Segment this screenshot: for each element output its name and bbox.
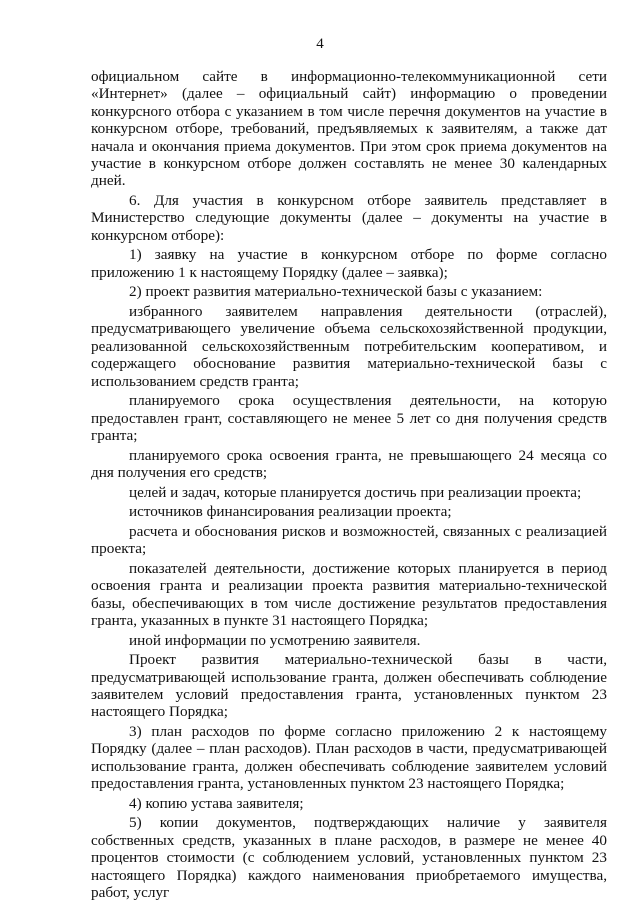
paragraph-subitem-1: 1) заявку на участие в конкурсном отборе по форме согласно приложению 1 к настоящему Порядку (далее – заявка); bbox=[91, 246, 607, 281]
paragraph-goals: целей и задач, которые планируется достичь при реализации проекта; bbox=[129, 483, 582, 501]
paragraph-activity-term: планируемого срока осуществления деятельности, на которую предоставлен грант, составляющего не менее 5 лет со дня получения средств гранта; bbox=[91, 392, 607, 445]
paragraph-subitem-4: 4) копию устава заявителя; bbox=[129, 794, 304, 812]
paragraph-direction: избранного заявителем направления деятельности (отраслей), предусматривающего увеличение объема сельскохозяйственной продукции, реализованной сельскохозяйственным потребительским кооперативом, и содержащего обоснование развития материально-технической базы с использованием средств гранта; bbox=[91, 303, 607, 390]
page-number: 4 bbox=[316, 36, 324, 52]
document-body bbox=[91, 68, 607, 902]
paragraph-subitem-3: 3) план расходов по форме согласно приложению 2 к настоящему Порядку (далее – план расходов). План расходов в части, предусматривающей использование гранта, должен обеспечивать соблюдение заявителем условий предоставления гранта, установленных пунктом 23 настоящего Порядка; bbox=[91, 723, 607, 793]
paragraph-subitem-2: 2) проект развития материально-технической базы с указанием: bbox=[129, 283, 543, 301]
paragraph-indicators: показателей деятельности, достижение которых планируется в период освоения гранта и реализации проекта развития материально-технической базы, обеспечивающих в том числе достижение результатов предоставления гранта, указанных в пункте 31 настоящего Порядка; bbox=[91, 559, 607, 630]
paragraph-other-info: иной информации по усмотрению заявителя. bbox=[129, 631, 421, 649]
paragraph-risks: расчета и обоснования рисков и возможностей, связанных с реализацией проекта; bbox=[91, 522, 607, 558]
paragraph-subitem-5: 5) копии документов, подтверждающих наличие у заявителя собственных средств, указанных в плане расходов, в размере не менее 40 процентов стоимости (с соблюдением условий, установленных пунктом 23 настоящего Порядка) каждого наименования приобретаемого имущества, работ, услуг bbox=[91, 814, 607, 902]
paragraph-intro-continuation: официальном сайте в информационно-телекоммуникационной сети «Интернет» (далее – официальный сайт) информацию о проведении конкурсного отбора с указанием в том числе перечня документов на участие в конкурсном отборе, требований, предъявляемых к заявителям, а также дат начала и окончания приема документов. При этом срок приема документов на участие в конкурсном отборе должен составлять не менее 30 календарных дней. bbox=[91, 68, 607, 190]
paragraph-grant-term: планируемого срока освоения гранта, не превышающего 24 месяца со дня получения его средств; bbox=[91, 446, 607, 482]
paragraph-item-6: 6. Для участия в конкурсном отборе заявитель представляет в Министерство следующие документы (далее – документы на участие в конкурсном отборе): bbox=[91, 192, 607, 244]
paragraph-project-conditions: Проект развития материально-технической базы в части, предусматривающей использование гранта, должен обеспечивать соблюдение заявителем условий предоставления гранта, установленных пунктом 23 настоящего Порядка; bbox=[91, 651, 607, 721]
paragraph-sources: источников финансирования реализации проекта; bbox=[129, 503, 452, 521]
